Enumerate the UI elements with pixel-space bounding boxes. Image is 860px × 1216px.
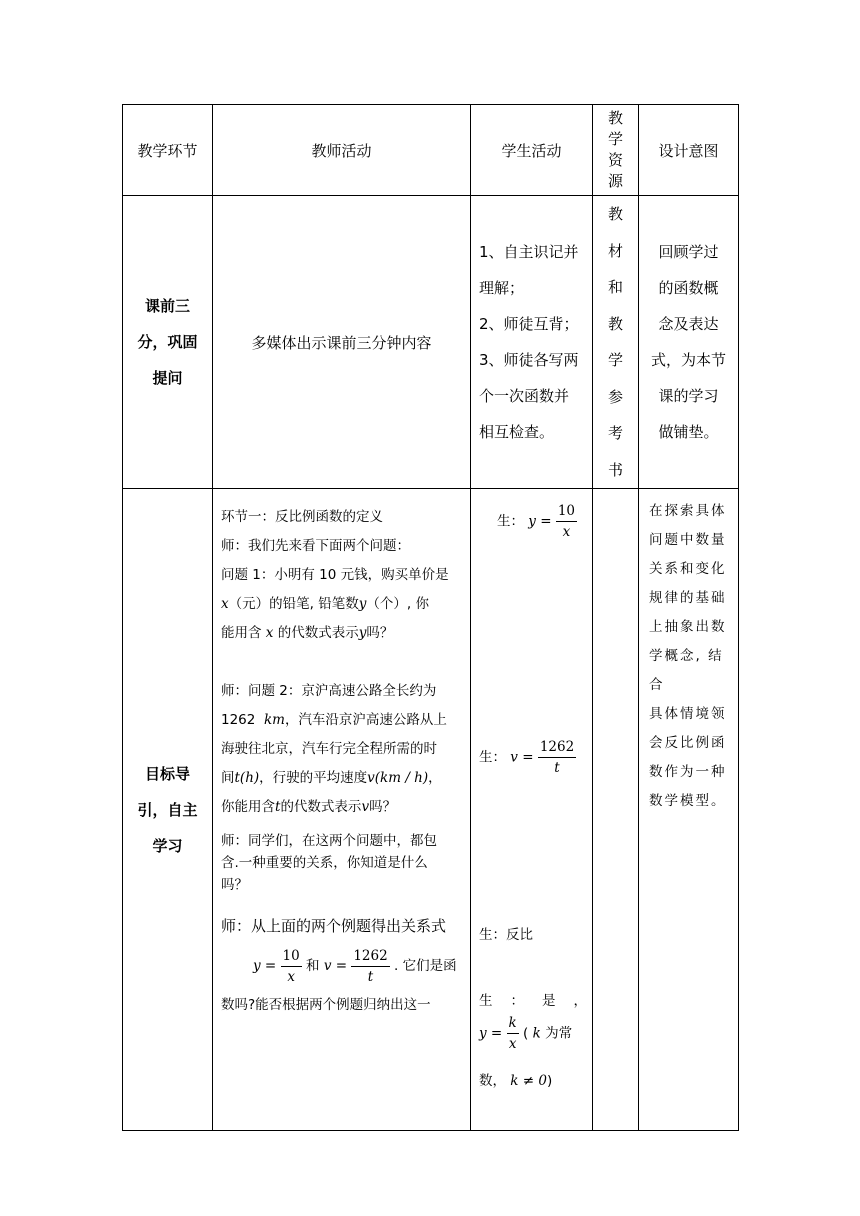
resource-char: 教	[607, 314, 623, 333]
text-run: 1262	[221, 712, 256, 728]
problem-1-line	[221, 619, 462, 648]
problem-2-line	[221, 706, 462, 735]
fraction-denominator: t	[367, 968, 374, 985]
var-v: v	[361, 799, 370, 815]
resource-char: 书	[607, 460, 623, 479]
header-intent: 设计意图	[639, 105, 739, 196]
problem-2-line: 师：问题 2：京沪高速公路全长约为	[221, 683, 437, 699]
fraction-10-over-x	[556, 501, 577, 542]
text-run: 吗？	[369, 799, 397, 815]
fraction-denominator: x	[508, 1036, 517, 1052]
problem-2-line	[221, 764, 462, 793]
spacer	[221, 896, 462, 912]
resource-cell	[593, 489, 639, 1131]
teacher-question	[221, 830, 462, 896]
fraction-numerator: 1262	[351, 946, 389, 967]
var-x: x	[221, 596, 229, 612]
stage-line: 课前三	[144, 297, 190, 315]
resource-char: 教	[607, 205, 623, 223]
intent-line: 式，为本节	[650, 351, 726, 369]
text-run: （元）的铅笔, 铅笔数	[228, 596, 359, 612]
student-answer-1	[497, 501, 577, 542]
formula-y: y =	[253, 958, 277, 974]
row-pre-class	[123, 196, 739, 489]
text-run: （个）, 你	[366, 596, 429, 612]
text-run: 你能用含	[221, 799, 275, 815]
row-goal-guidance	[123, 489, 739, 1131]
text-run: ，行驶的平均速度	[259, 770, 368, 786]
student-answer-4	[479, 989, 587, 1009]
text-run: ：	[510, 993, 524, 1009]
header-stage: 教学环节	[123, 105, 213, 196]
fraction-numerator: 10	[556, 501, 577, 522]
var-y: y	[358, 596, 367, 612]
header-teacher: 教师活动	[213, 105, 471, 196]
text-run: 吗？	[221, 877, 248, 893]
unit-km: km	[263, 712, 285, 728]
student-answer-3: 生：反比	[479, 927, 533, 943]
text-run: 生：	[479, 749, 506, 766]
student-answer-2	[479, 737, 576, 778]
resource-char: 材	[607, 241, 623, 260]
text-run: 的代数式表示	[280, 799, 362, 815]
intent-line: 上抽象出数	[649, 619, 727, 635]
text-run: . 它们是函	[394, 958, 457, 974]
problem-1-line: 问题 1：小明有 10 元钱，购买单价是	[221, 567, 449, 583]
text-run: )	[546, 1073, 553, 1089]
stage-line: 引，自主	[137, 800, 198, 819]
intent-line: 关系和变化	[649, 561, 727, 577]
text-run: 师：同学们，在这两个问题中，都包	[221, 833, 437, 849]
text-run: 生	[479, 993, 493, 1009]
teacher-text: 师：从上面的两个例题得出关系式	[221, 917, 447, 935]
fraction-1262-over-t	[351, 946, 389, 987]
problem-2-line	[221, 793, 462, 822]
var-x: x	[265, 625, 274, 641]
text-run: 为常	[545, 1025, 573, 1042]
resource-char: 考	[607, 424, 623, 442]
intent-line: 回顾学过	[658, 243, 719, 261]
header-student: 学生活动	[471, 105, 593, 196]
intent-line: 的函数概	[658, 279, 719, 297]
fraction-1262-over-t	[538, 737, 576, 778]
student-activity-cell	[471, 489, 593, 1131]
problem-1-line	[221, 590, 462, 619]
student-activity-cell	[471, 196, 593, 489]
intent-line: 数作为一种	[649, 764, 727, 780]
text-run: 生：	[497, 513, 524, 530]
header-resource	[593, 105, 639, 196]
intent-line: 做铺垫。	[658, 423, 719, 441]
text-run: ，	[573, 993, 587, 1009]
text-run: 含.一种重要的关系，你知道是什么	[221, 855, 428, 871]
k-not-zero: k ≠ 0	[510, 1073, 547, 1089]
resource-char: 参	[607, 387, 623, 406]
header-resource-char: 学	[607, 130, 623, 148]
text-run: ，汽车沿京沪高速公路从上	[284, 712, 447, 728]
intent-line: 在探索具体	[649, 503, 727, 519]
header-resource-char: 源	[607, 172, 623, 190]
resource-char: 和	[607, 278, 623, 296]
resource-char: 学	[607, 351, 623, 369]
fraction-denominator: x	[562, 524, 571, 540]
stage-line: 学习	[152, 836, 183, 855]
fraction-numerator: 1262	[538, 737, 576, 758]
text-run: 间	[221, 770, 235, 786]
student-line: 1、自主识记并	[479, 243, 579, 261]
section-heading: 环节一：反比例函数的定义	[221, 509, 383, 525]
formula-v: v =	[510, 749, 534, 766]
stage-cell	[123, 489, 213, 1131]
stage-line: 提问	[152, 369, 183, 387]
design-intent-cell	[639, 489, 739, 1131]
text-run: (	[523, 1025, 529, 1042]
teacher-text: 师：我们先来看下面两个问题：	[221, 538, 410, 554]
student-line: 理解；	[479, 279, 525, 297]
intent-line: 念及表达	[658, 315, 719, 333]
intent-line: 课的学习	[658, 387, 719, 405]
stage-cell	[123, 196, 213, 489]
student-line: 相互检查。	[479, 423, 555, 441]
student-line: 3、师徒各写两	[479, 351, 579, 369]
var-k: k	[532, 1025, 541, 1042]
text-run: ，	[428, 770, 442, 786]
var-t: t(h)	[234, 770, 260, 786]
text-run: 吗？	[366, 625, 394, 641]
text-run: 是	[542, 993, 556, 1009]
student-line: 2、师徒互背；	[479, 315, 579, 333]
text-run: 能用含	[221, 625, 262, 641]
formula-y: y =	[528, 513, 552, 530]
fraction-denominator: t	[554, 760, 560, 776]
intent-line: 问题中数量	[649, 532, 727, 548]
fraction-numerator: 10	[281, 946, 302, 967]
fraction-denominator: x	[287, 968, 295, 985]
text-run: 的代数式表示	[277, 625, 359, 641]
header-resource-char: 教	[607, 109, 623, 127]
fraction-k-over-x	[507, 1013, 519, 1054]
header-row	[123, 105, 739, 196]
intent-line: 会反比例函	[649, 735, 727, 751]
var-y: y	[358, 625, 367, 641]
intent-line: 学概念, 结合	[649, 648, 724, 693]
fraction-numerator: k	[507, 1013, 519, 1034]
var-t: t	[275, 799, 281, 815]
teacher-activity-cell: 多媒体出示课前三分钟内容	[213, 196, 471, 489]
formula-line	[221, 941, 462, 991]
header-resource-char: 资	[607, 151, 623, 169]
student-answer-6	[479, 1069, 552, 1089]
var-v: v(km / h)	[367, 770, 429, 786]
stage-line: 分，巩固	[137, 333, 198, 351]
text-run: 和	[306, 958, 320, 974]
intent-line: 具体情境领	[649, 706, 727, 722]
lesson-plan-table	[122, 104, 739, 1131]
teacher-activity-cell	[213, 489, 471, 1131]
spacer	[221, 822, 462, 830]
resource-cell	[593, 196, 639, 489]
fraction-10-over-x	[281, 946, 302, 987]
formula-v: v =	[323, 958, 348, 974]
stage-line: 目标导	[144, 764, 190, 783]
intent-line: 数学模型。	[649, 793, 727, 809]
problem-2-line: 海驶往北京，汽车行完全程所需的时	[221, 741, 437, 757]
spacer	[221, 648, 462, 677]
student-answer-5	[479, 1013, 572, 1054]
teacher-text: 数吗?能否根据两个例题归纳出这一	[221, 997, 431, 1013]
student-line: 个一次函数并	[479, 387, 570, 405]
text-run: 数，	[479, 1073, 506, 1089]
intent-line: 规律的基础	[649, 590, 727, 606]
formula-y: y =	[479, 1025, 503, 1042]
design-intent-cell	[639, 196, 739, 489]
